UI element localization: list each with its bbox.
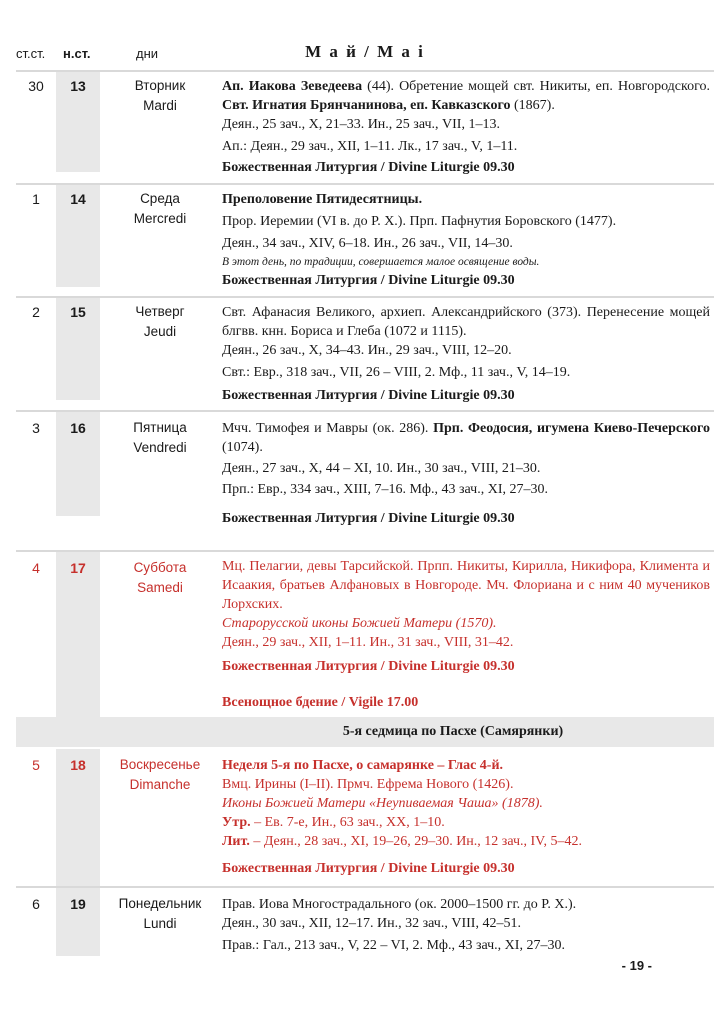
readings-line: Деян., 34 зач., XIV, 6–18. Ин., 26 зач., VII, 14–30.: [222, 236, 513, 251]
liturgy-time: Божественная Литургия / Divine Liturgie 09.30: [222, 273, 515, 288]
new-style-date: 14: [56, 185, 100, 287]
entry-text: [222, 756, 710, 851]
separator: [16, 70, 714, 72]
entry-text: [222, 77, 710, 156]
readings-line-saint: Свт.: Евр., 318 зач., VII, 26 – VIII, 2. Мф., 11 зач., V, 14–19.: [222, 365, 571, 380]
sunday-title: Неделя 5-я по Пасхе, о самарянке – Глас 4-й.: [222, 758, 504, 773]
weekday-fr: Mercredi: [133, 211, 187, 226]
old-style-date: 6: [32, 896, 40, 912]
weekday: [112, 189, 208, 229]
entry-text: [222, 190, 710, 272]
saints-line: Мчч. Тимофея и Мавры (ок. 286). Прп. Феодосия, игумена Киево-Печерского (1074).: [222, 421, 711, 455]
saints-line: Свт. Афанасия Великого, архиеп. Александрийского (373). Перенесение мощей блгвв. кнн. Бориса и Глеба (1072 и 1115).: [222, 305, 710, 339]
separator: [16, 296, 714, 298]
icon-feast-line: Старорусской иконы Божией Матери (1570).: [222, 616, 497, 631]
weekday-ru: Пятница: [133, 420, 187, 435]
header-days: дни: [136, 46, 159, 61]
entry-text: [222, 419, 710, 499]
old-style-date: 4: [32, 560, 40, 576]
saints-line: Вмц. Ирины (I–II). Прмч. Ефрема Нового (1426).: [222, 777, 514, 792]
weekday-fr: Dimanche: [129, 777, 191, 792]
new-style-date: 13: [56, 72, 100, 172]
header-old-style: ст.ст.: [16, 46, 46, 61]
weekday: [112, 302, 208, 342]
weekday: [112, 76, 208, 116]
readings-line: Деян., 30 зач., XII, 12–17. Ин., 32 зач., VIII, 42–51.: [222, 916, 521, 931]
saints-line: Ап. Иакова Зеведеева (44). Обретение мощей свт. Никиты, еп. Новгородского. Свт. Игнатия Брянчанинова, еп. Кавказского (1867).: [222, 79, 710, 113]
weekday-fr: Mardi: [143, 98, 177, 113]
readings-line: Деян., 29 зач., XII, 1–11. Ин., 31 зач., VIII, 31–42.: [222, 635, 514, 650]
weekday-fr: Vendredi: [133, 440, 187, 455]
old-style-date: 30: [28, 78, 44, 94]
old-style-date: 2: [32, 304, 40, 320]
new-style-date: 19: [56, 888, 100, 956]
old-style-date: 3: [32, 420, 40, 436]
page-number: - 19 -: [621, 958, 652, 973]
weekday-fr: Jeudi: [143, 324, 177, 339]
weekday-ru: Среда: [140, 191, 180, 206]
readings-line: Деян., 25 зач., X, 21–33. Ин., 25 зач., VII, 1–13.: [222, 117, 500, 132]
liturgy-time: Божественная Литургия / Divine Liturgie 09.30: [222, 511, 515, 526]
saints-line: Прав. Иова Многострадального (ок. 2000–1500 гг. до Р. Х.).: [222, 897, 577, 912]
old-style-date: 5: [32, 757, 40, 773]
table-header: [0, 38, 724, 66]
readings-line-apostle: Ап.: Деян., 29 зач., XII, 1–11. Лк., 17 зач., V, 1–11.: [222, 139, 518, 154]
separator: [16, 886, 714, 888]
weekday: [112, 558, 208, 598]
saints-line: Мц. Пелагии, девы Тарсийской. Прпп. Никиты, Кирилла, Никифора, Климента и Исаакия, братьев Алфановых в Новгороде. Мч. Флориана и с ним 40 мучеников Лорхских.: [222, 559, 710, 612]
week-banner: [16, 717, 714, 747]
weekday-ru: Вторник: [134, 78, 186, 93]
separator: [16, 183, 714, 185]
old-style-date: 1: [32, 191, 40, 207]
entry-text: [222, 557, 710, 652]
liturgy-time: Божественная Литургия / Divine Liturgie 09.30: [222, 388, 515, 403]
saints-line: Прор. Иеремии (VI в. до Р. Х.). Прп. Пафнутия Боровского (1477).: [222, 214, 617, 229]
liturgy-reading: Лит. – Деян., 28 зач., XI, 19–26, 29–30. Ин., 12 зач., IV, 5–42.: [222, 834, 582, 849]
entry-text: [222, 303, 710, 382]
readings-line-saint: Прп.: Евр., 334 зач., XIII, 7–16. Мф., 43 зач., XI, 27–30.: [222, 482, 548, 497]
separator: [16, 410, 714, 412]
readings-line: Деян., 27 зач., X, 44 – XI, 10. Ин., 30 зач., VIII, 21–30.: [222, 461, 541, 476]
weekday: [112, 418, 208, 458]
note-line: В этот день, по традиции, совершается малое освящение воды.: [222, 256, 540, 268]
icon-feast-line: Иконы Божией Матери «Неупиваемая Чаша» (1878).: [222, 796, 543, 811]
feast-title: Преполовение Пятидесятницы.: [222, 192, 423, 207]
new-style-date: 15: [56, 298, 100, 400]
week-title: 5-я седмица по Пасхе (Самярянки): [342, 724, 564, 739]
weekday: [112, 894, 208, 934]
readings-line-saint: Прав.: Гал., 213 зач., V, 22 – VI, 2. Мф., 43 зач., XI, 27–30.: [222, 938, 565, 953]
entry-text: [222, 895, 710, 955]
weekday-ru: Четверг: [135, 304, 185, 319]
month-title: М а й / M a i: [305, 42, 425, 61]
matins-reading: Утр. – Ев. 7-е, Ин., 63 зач., XX, 1–10.: [222, 815, 445, 830]
new-style-date: 18: [56, 749, 100, 893]
readings-line: Деян., 26 зач., X, 34–43. Ин., 29 зач., VIII, 12–20.: [222, 343, 512, 358]
weekday-fr: Samedi: [137, 580, 183, 595]
separator: [16, 550, 714, 552]
liturgy-time: Божественная Литургия / Divine Liturgie 09.30: [222, 861, 515, 876]
weekday-ru: Воскресенье: [119, 757, 201, 772]
new-style-date: 17: [56, 552, 100, 718]
weekday-fr: Lundi: [143, 916, 177, 931]
weekday-ru: Суббота: [133, 560, 187, 575]
header-new-style: н.ст.: [63, 46, 91, 61]
weekday-ru: Понедельник: [118, 896, 202, 911]
vigil-time: Всенощное бдение / Vigile 17.00: [222, 695, 419, 710]
weekday: [112, 755, 208, 795]
new-style-date: 16: [56, 412, 100, 516]
liturgy-time: Божественная Литургия / Divine Liturgie 09.30: [222, 160, 515, 175]
liturgy-time: Божественная Литургия / Divine Liturgie 09.30: [222, 659, 515, 674]
